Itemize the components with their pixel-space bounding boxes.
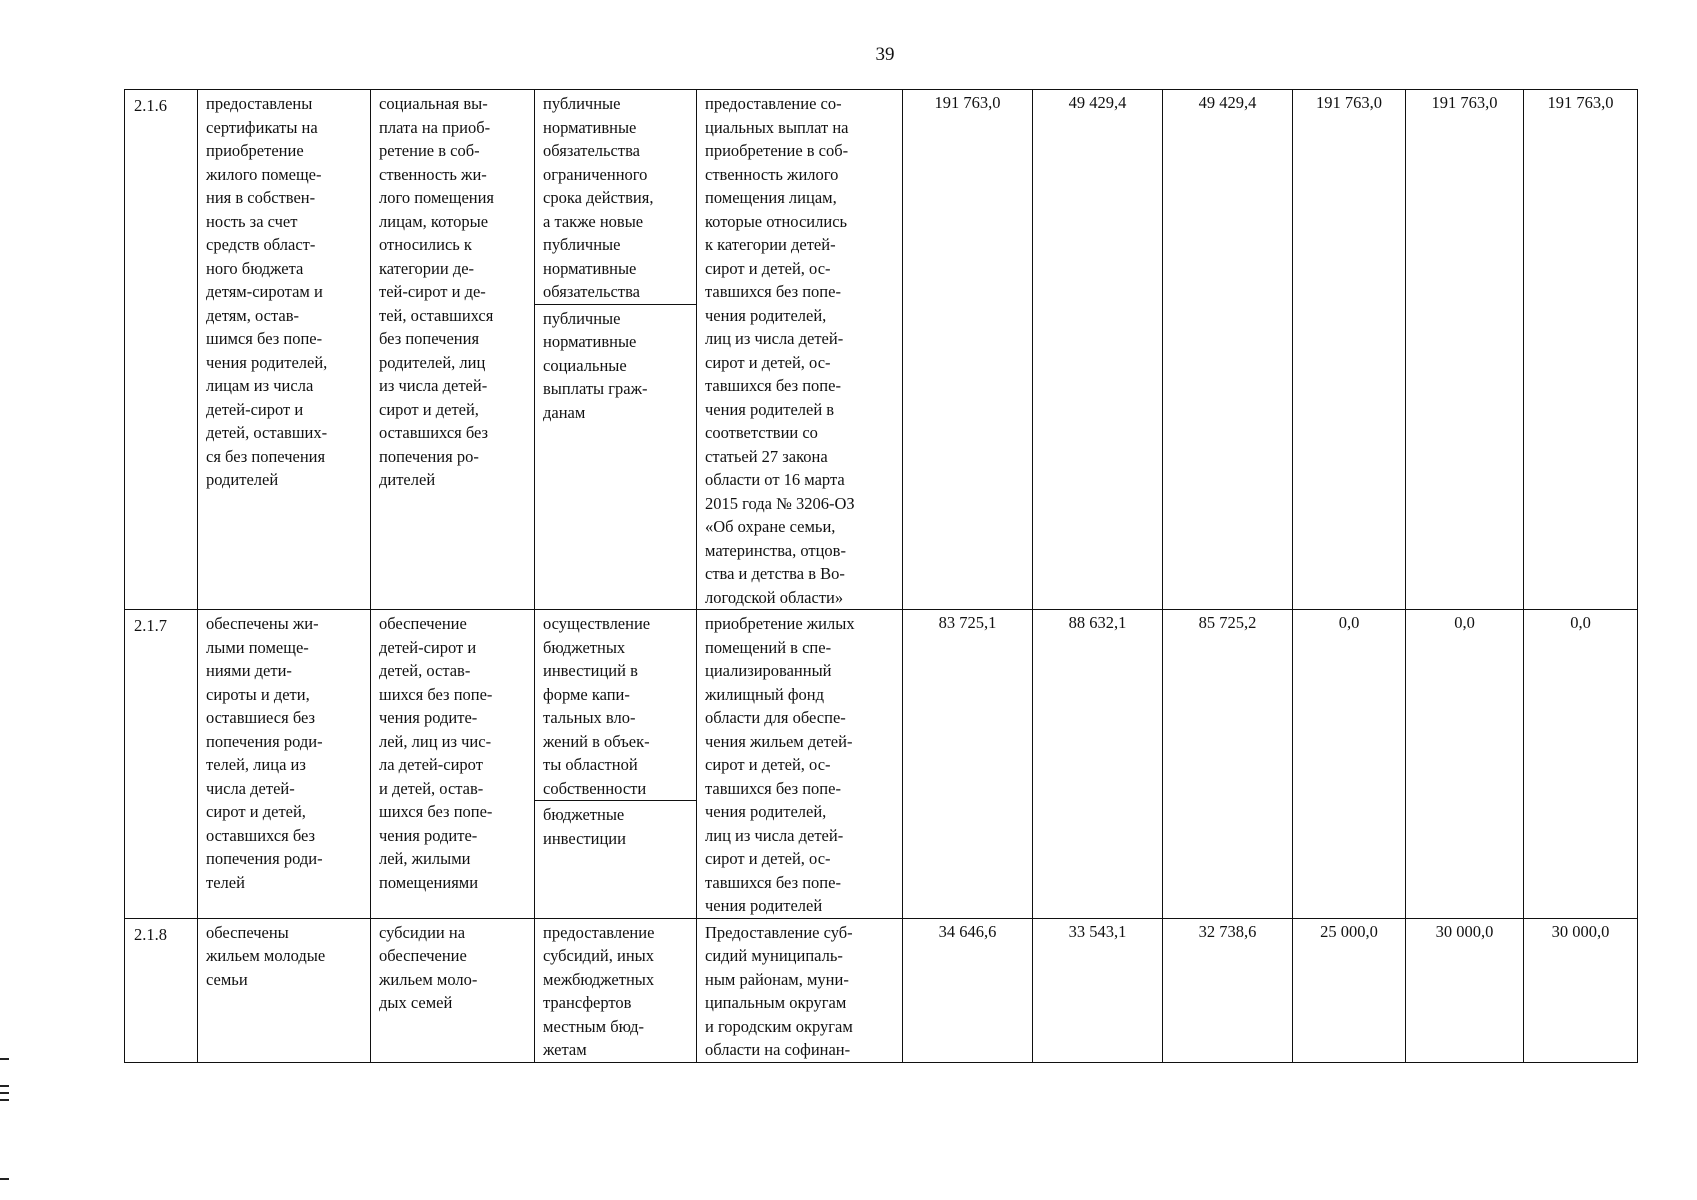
value-cell: 0,0 [1524, 610, 1638, 919]
value-cell: 0,0 [1406, 610, 1524, 919]
result-cell [198, 918, 371, 1062]
expense-type-primary: публичные нормативные обязательства ограниченного срока действия, а также новые публичные нормативные обязательства [535, 90, 696, 305]
value-cell: 83 725,1 [903, 610, 1033, 919]
measure-text: субсидии на обеспечение жильем моло- дых семей [379, 922, 478, 1012]
value-cell: 85 725,2 [1163, 610, 1293, 919]
description-cell [697, 918, 903, 1062]
value-cell: 30 000,0 [1524, 918, 1638, 1062]
result-cell [198, 90, 371, 610]
value-cell: 32 738,6 [1163, 918, 1293, 1062]
margin-mark [0, 1092, 9, 1094]
result-text: обеспечены жильем молодые семьи [206, 922, 326, 989]
result-cell [198, 610, 371, 919]
value-cell: 191 763,0 [1406, 90, 1524, 610]
value-cell: 191 763,0 [1293, 90, 1406, 610]
margin-mark [0, 1085, 9, 1087]
description-cell [697, 90, 903, 610]
value-cell: 0,0 [1293, 610, 1406, 919]
budget-table [124, 89, 1638, 1063]
margin-mark [0, 1058, 9, 1060]
measure-cell [371, 90, 535, 610]
value-cell: 34 646,6 [903, 918, 1033, 1062]
expense-type-cell [535, 918, 697, 1062]
value-cell: 191 763,0 [1524, 90, 1638, 610]
description-cell [697, 610, 903, 919]
value-cell: 33 543,1 [1033, 918, 1163, 1062]
value-cell: 191 763,0 [903, 90, 1033, 610]
value-cell: 49 429,4 [1033, 90, 1163, 610]
expense-type-primary: осуществление бюджетных инвестиций в форме капи- тальных вло- жений в объек- ты областной собственности [535, 610, 696, 801]
expense-type-primary: предоставление субсидий, иных межбюджетных трансфертов местным бюд- жетам [543, 922, 655, 1059]
expense-type-secondary: бюджетные инвестиции [543, 805, 626, 848]
row-code: 2.1.8 [125, 918, 198, 1062]
measure-cell [371, 918, 535, 1062]
value-cell: 88 632,1 [1033, 610, 1163, 919]
value-cell: 49 429,4 [1163, 90, 1293, 610]
measure-text: социальная вы- плата на приоб- ретение в соб- ственность жи- лого помещения лицам, которые относились к категории де- тей-сирот и де- тей, оставшихся без попечения родителей, лиц из числа детей- сирот и детей, оставшихся без попечения ро- дителей [379, 94, 495, 489]
table-row [125, 90, 1638, 610]
margin-mark [0, 1178, 9, 1180]
expense-type-cell [535, 90, 697, 610]
description-text: Предоставление суб- сидий муниципаль- ным районам, муни- ципальным округам и городским округам области на софинан- [705, 922, 853, 1059]
result-text: предоставлены сертификаты на приобретение жилого помеще- ния в собствен- ность за счет средств област- ного бюджета детям-сиротам и детям, остав- шимся без попе- чения родителей, лицам из числа детей-сирот и детей, оставших- ся без попечения родителей [206, 94, 328, 489]
result-text: обеспечены жи- лыми помеще- ниями дети- сироты и дети, оставшиеся без попечения роди- телей, лица из числа детей- сирот и детей, оставшихся без попечения роди- телей [206, 614, 323, 892]
row-code: 2.1.7 [125, 610, 198, 919]
expense-type-cell [535, 610, 697, 919]
measure-text: обеспечение детей-сирот и детей, остав- шихся без попе- чения родите- лей, лиц из чис- ла детей-сирот и детей, остав- шихся без попе- чения родите- лей, жилыми помещениями [379, 614, 493, 892]
row-code: 2.1.6 [125, 90, 198, 610]
description-text: предоставление со- циальных выплат на приобретение в соб- ственность жилого помещения лицам, которые относились к категории детей- сирот и детей, ос- тавшихся без попе- чения родителей, лиц из числа детей- сирот и детей, ос- тавшихся без попе- чения родителей в соответствии со статьей 27 закона области от 16 марта 2015 года № 3206-ОЗ «Об охране семьи, материнства, отцов- ства и детства в Во- логодской области» [705, 94, 855, 607]
measure-cell [371, 610, 535, 919]
page-number: 39 [875, 44, 895, 65]
table-row [125, 610, 1638, 919]
table-row [125, 918, 1638, 1062]
value-cell: 25 000,0 [1293, 918, 1406, 1062]
margin-mark [0, 1099, 9, 1101]
expense-type-secondary: публичные нормативные социальные выплаты граж- данам [543, 308, 648, 422]
description-text: приобретение жилых помещений в спе- циализированный жилищный фонд области для обеспе- чения жильем детей- сирот и детей, ос- тавшихся без попе- чения родителей, лиц из числа детей- сирот и детей, ос- тавшихся без попе- чения родителей [705, 614, 855, 915]
value-cell: 30 000,0 [1406, 918, 1524, 1062]
